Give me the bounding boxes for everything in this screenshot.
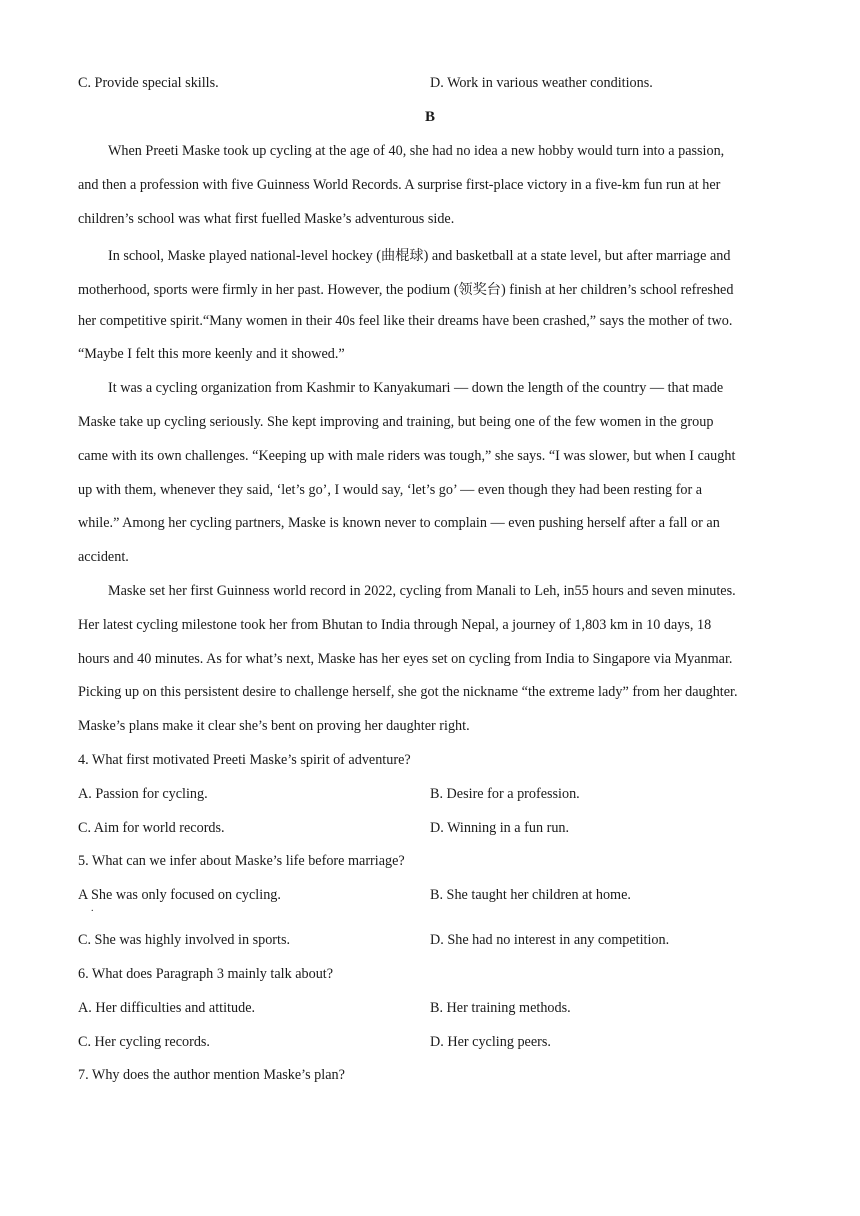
question-6-option-d: D. Her cycling peers. — [430, 1034, 551, 1050]
passage-line: while.” Among her cycling partners, Maske is known never to complain — even pushing herself after a fall or an — [78, 515, 720, 531]
question-6-option-c: C. Her cycling records. — [78, 1034, 210, 1050]
option-c-prev: C. Provide special skills. — [78, 75, 219, 91]
passage-line: Maske take up cycling seriously. She kept improving and training, but being one of the few women in the group — [78, 414, 714, 430]
section-heading: B — [424, 109, 435, 125]
question-6-option-b: B. Her training methods. — [430, 1000, 571, 1016]
passage-line: motherhood, sports were firmly in her past. However, the podium (领奖台) finish at her children’s school refreshed — [78, 282, 734, 298]
passage-line: up with them, whenever they said, ‘let’s go’, I would say, ‘let’s go’ — even though they had been resting for a — [78, 482, 703, 498]
passage-line: Maske’s plans make it clear she’s bent on proving her daughter right. — [78, 718, 470, 734]
option-d-prev: D. Work in various weather conditions. — [430, 75, 653, 91]
stray-dot-mark: . — [91, 903, 94, 914]
question-5-stem: 5. What can we infer about Maske’s life before marriage? — [78, 853, 405, 869]
question-6-stem: 6. What does Paragraph 3 mainly talk about? — [78, 966, 334, 982]
passage-line: came with its own challenges. “Keeping up with male riders was tough,” she says. “I was slower, but when I caught — [78, 448, 736, 464]
passage-line: children’s school was what first fuelled Maske’s adventurous side. — [78, 211, 455, 227]
question-5-option-a: A She was only focused on cycling. — [78, 887, 281, 903]
passage-line: “Maybe I felt this more keenly and it showed.” — [78, 346, 345, 362]
question-5-option-c: C. She was highly involved in sports. — [78, 932, 291, 948]
question-5-option-d: D. She had no interest in any competition. — [430, 932, 670, 948]
passage-line: Her latest cycling milestone took her from Bhutan to India through Nepal, a journey of 1,803 km in 10 days, 18 — [78, 617, 712, 633]
question-5-option-b: B. She taught her children at home. — [430, 887, 631, 903]
question-4-option-b: B. Desire for a profession. — [430, 786, 580, 802]
passage-line: accident. — [78, 549, 129, 565]
passage-line: Picking up on this persistent desire to challenge herself, she got the nickname “the extreme lady” from her daughter. — [78, 684, 738, 700]
question-4-option-a: A. Passion for cycling. — [78, 786, 208, 802]
question-7-stem: 7. Why does the author mention Maske’s plan? — [78, 1067, 345, 1083]
question-4-option-d: D. Winning in a fun run. — [430, 820, 570, 836]
question-4-stem: 4. What first motivated Preeti Maske’s spirit of adventure? — [78, 752, 411, 768]
passage-line: In school, Maske played national-level hockey (曲棍球) and basketball at a state level, but after marriage and — [108, 248, 731, 264]
passage-line: Maske set her first Guinness world record in 2022, cycling from Manali to Leh, in55 hours and seven minutes. — [108, 583, 736, 599]
passage-line: and then a profession with five Guinness World Records. A surprise first-place victory in a five-km fun run at her — [78, 177, 721, 193]
passage-line: It was a cycling organization from Kashmir to Kanyakumari — down the length of the country — that made — [108, 380, 724, 396]
question-6-option-a: A. Her difficulties and attitude. — [78, 1000, 256, 1016]
passage-line: hours and 40 minutes. As for what’s next, Maske has her eyes set on cycling from India to Singapore via Myanmar. — [78, 651, 733, 667]
question-4-option-c: C. Aim for world records. — [78, 820, 225, 836]
passage-line: When Preeti Maske took up cycling at the age of 40, she had no idea a new hobby would turn into a passion, — [108, 143, 725, 159]
passage-line: her competitive spirit.“Many women in their 40s feel like their dreams have been crashed,” says the mother of two. — [78, 313, 733, 329]
